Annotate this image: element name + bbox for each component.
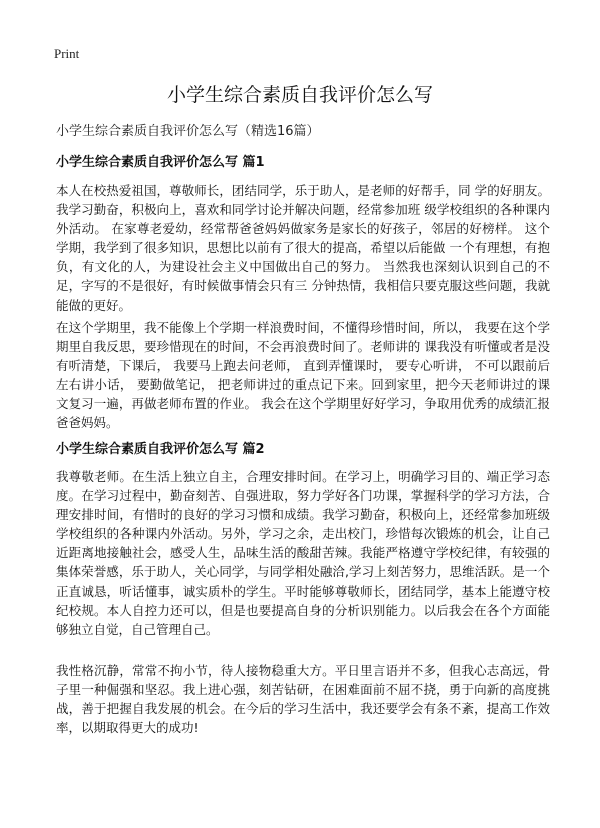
page-title: 小学生综合素质自我评价怎么写 <box>166 84 433 106</box>
section-1-paragraph-1: 本人在校热爱祖国，尊敬师长，团结同学，乐于助人，是老师的好帮手，同 学的好朋友。我学习勤奋，积极向上，喜欢和同学讨论并解决问题，经常参加班 级学校组织的各种课内外活动。 在家尊老爱幼，经常帮爸爸妈妈做家务是家长的好孩子，邻居的好榜样。 这个学期，我学到了很多知识，思想比以前有了很大的提高，希望以后能做 一个有理想，有抱负，有文化的人，为建设社会主义中国做出自己的努力。 当然我也深刻认识到自己的不足，字写的不是很好，有时候做事情会只有三 分钟热情，我相信只要克服这些问题，我就能做的更好。 <box>56 183 550 313</box>
print-link[interactable]: Print <box>54 46 80 61</box>
section-heading-1: 小学生综合素质自我评价怎么写 篇1 <box>56 155 265 170</box>
section-heading-2: 小学生综合素质自我评价怎么写 篇2 <box>56 442 265 457</box>
section-2-paragraph-2: 我性格沉静，常常不拘小节，待人接物稳重大方。平日里言语并不多，但我心志高远，骨子里一种倔强和坚忍。我上进心强，刻苦钻研，在困难面前不屈不挠，勇于向新的高度挑战，善于把握自我发展的机会。在今后的学习生活中，我还要学会有条不紊，提高工作效率，以期取得更大的成功! <box>56 663 550 736</box>
article-subtitle: 小学生综合素质自我评价怎么写（精选16篇） <box>56 124 320 139</box>
section-2-paragraph-1: 我尊敬老师。在生活上独立自主，合理安排时间。在学习上，明确学习目的、端正学习态度。在学习过程中，勤奋刻苦、自强进取，努力学好各门功课，掌握科学的学习方法，合理安排时间，有惜时的良好的学习习惯和成绩。我学习勤奋，积极向上，还经常参加班级学校组织的各种课内外活动。另外，学习之余，走出校门，珍惜每次锻炼的机会，让自己近距离地接触社会，感受人生，品味生活的酸甜苦辣。我能严格遵守学校纪律，有较强的集体荣誉感，乐于助人，关心同学，与同学相处融洽,学习上刻苦努力，思维活跃。是一个正直诚恳，听话懂事，诚实质朴的学生。平时能够尊敬师长，团结同学，基本上能遵守校纪校规。本人自控力还可以，但是也要提高自身的分析识别能力。以后我会在各个方面能够独立自觉，自己管理自己。 <box>56 469 550 637</box>
section-1-paragraph-2: 在这个学期里，我不能像上个学期一样浪费时间，不懂得珍惜时间，所以， 我要在这个学期里自我反思，要珍惜现在的时间，不会再浪费时间了。老师讲的 课我没有听懂或者是没有听清楚，下课后， 我要马上跑去问老师， 直到弄懂课时， 要专心听讲， 不可以跟前后左右讲小话， 要勤做笔记， 把老师讲过的重点记下来。回到家里，把今天老师讲过的课文复习一遍，再做老师布置的作业。 我会在这个学期里好好学习，争取用优秀的成绩汇报爸爸妈妈。 <box>56 320 550 431</box>
